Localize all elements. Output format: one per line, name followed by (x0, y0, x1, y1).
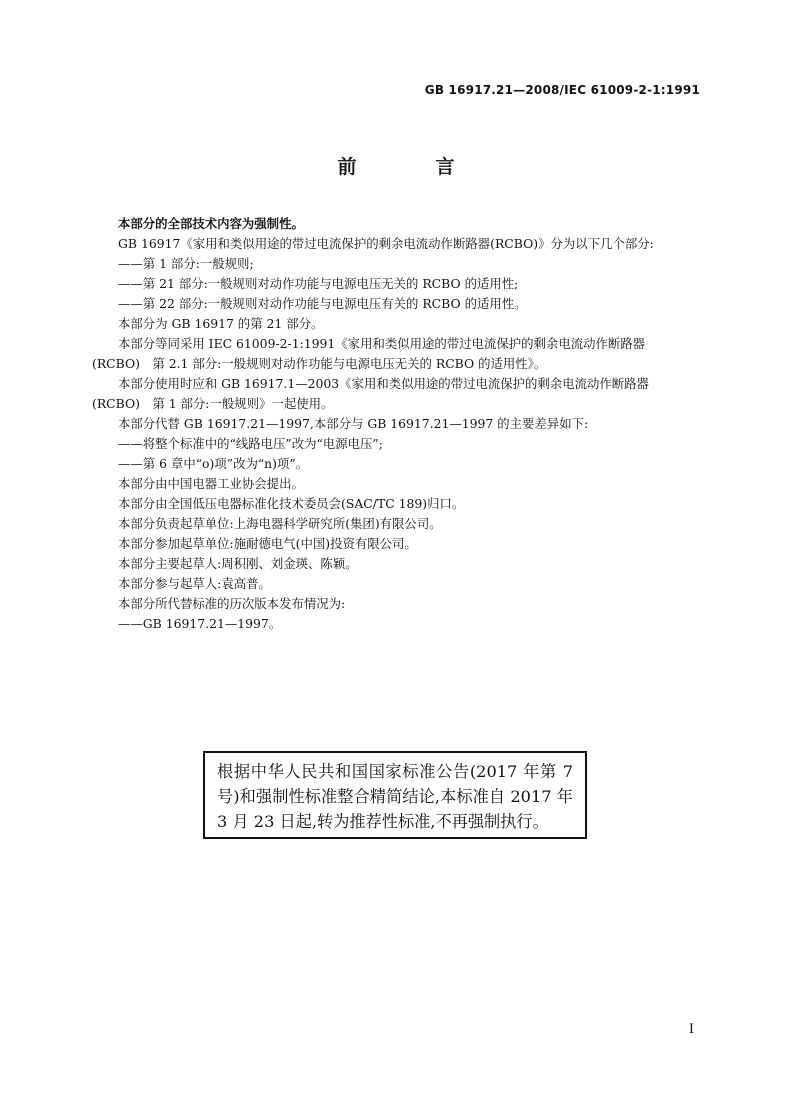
foreword-body (92, 214, 702, 634)
paragraph: 本部分由中国电器工业协会提出。 (118, 476, 304, 491)
paragraph: 本部分参与起草人:袁高普。 (118, 576, 271, 591)
standard-code: GB 16917.21—2008/IEC 61009-2-1:1991 (424, 83, 700, 97)
paragraph-line: 本部分等同采用 IEC 61009-2-1:1991《家用和类似用途的带过电流保护的剩余电流动作断路器 (118, 336, 646, 351)
paragraph: 本部分的全部技术内容为强制性。 (118, 216, 304, 231)
paragraph: 本部分负责起草单位:上海电器科学研究所(集团)有限公司。 (118, 516, 442, 531)
paragraph: GB 16917《家用和类似用途的带过电流保护的剩余电流动作断路器(RCBO)》分为以下几个部分: (118, 236, 654, 251)
paragraph: 本部分由全国低压电器标准化技术委员会(SAC/TC 189)归口。 (118, 496, 465, 511)
list-item: ——第 6 章中“o)项”改为“n)项”。 (118, 456, 309, 471)
notice-text: 根据中华人民共和国国家标准公告(2017 年第 7 号)和强制性标准整合精简结论,本标准自 2017 年 3 月 23 日起,转为推荐性标准,不再强制执行。 (217, 762, 573, 831)
page-number: I (688, 1022, 694, 1037)
list-item: ——第 22 部分:一般规则对动作功能与电源电压有关的 RCBO 的适用性。 (118, 296, 527, 311)
list-item: ——第 21 部分:一般规则对动作功能与电源电压无关的 RCBO 的适用性; (118, 276, 519, 291)
paragraph: 本部分主要起草人:周积刚、刘金瑛、陈颖。 (118, 556, 358, 571)
paragraph-line: 本部分使用时应和 GB 16917.1—2003《家用和类似用途的带过电流保护的剩余电流动作断路器 (118, 376, 649, 391)
list-item: ——GB 16917.21—1997。 (118, 616, 282, 631)
paragraph: 本部分代替 GB 16917.21—1997,本部分与 GB 16917.21—1997 的主要差异如下: (118, 416, 589, 431)
paragraph: 本部分参加起草单位:施耐德电气(中国)投资有限公司。 (118, 536, 417, 551)
paragraph: 本部分为 GB 16917 的第 21 部分。 (118, 316, 324, 331)
page-title: 前 言 (337, 156, 485, 178)
paragraph-line: (RCBO) 第 1 部分:一般规则》一起使用。 (92, 396, 334, 411)
list-item: ——第 1 部分:一般规则; (118, 256, 254, 271)
paragraph (92, 334, 702, 374)
paragraph (92, 374, 702, 414)
list-item: ——将整个标准中的“线路电压”改为“电源电压”; (118, 436, 383, 451)
notice-box (203, 751, 587, 839)
paragraph: 本部分所代替标准的历次版本发布情况为: (118, 596, 346, 611)
paragraph-line: (RCBO) 第 2.1 部分:一般规则对动作功能与电源电压无关的 RCBO 的适用性》。 (92, 356, 547, 371)
